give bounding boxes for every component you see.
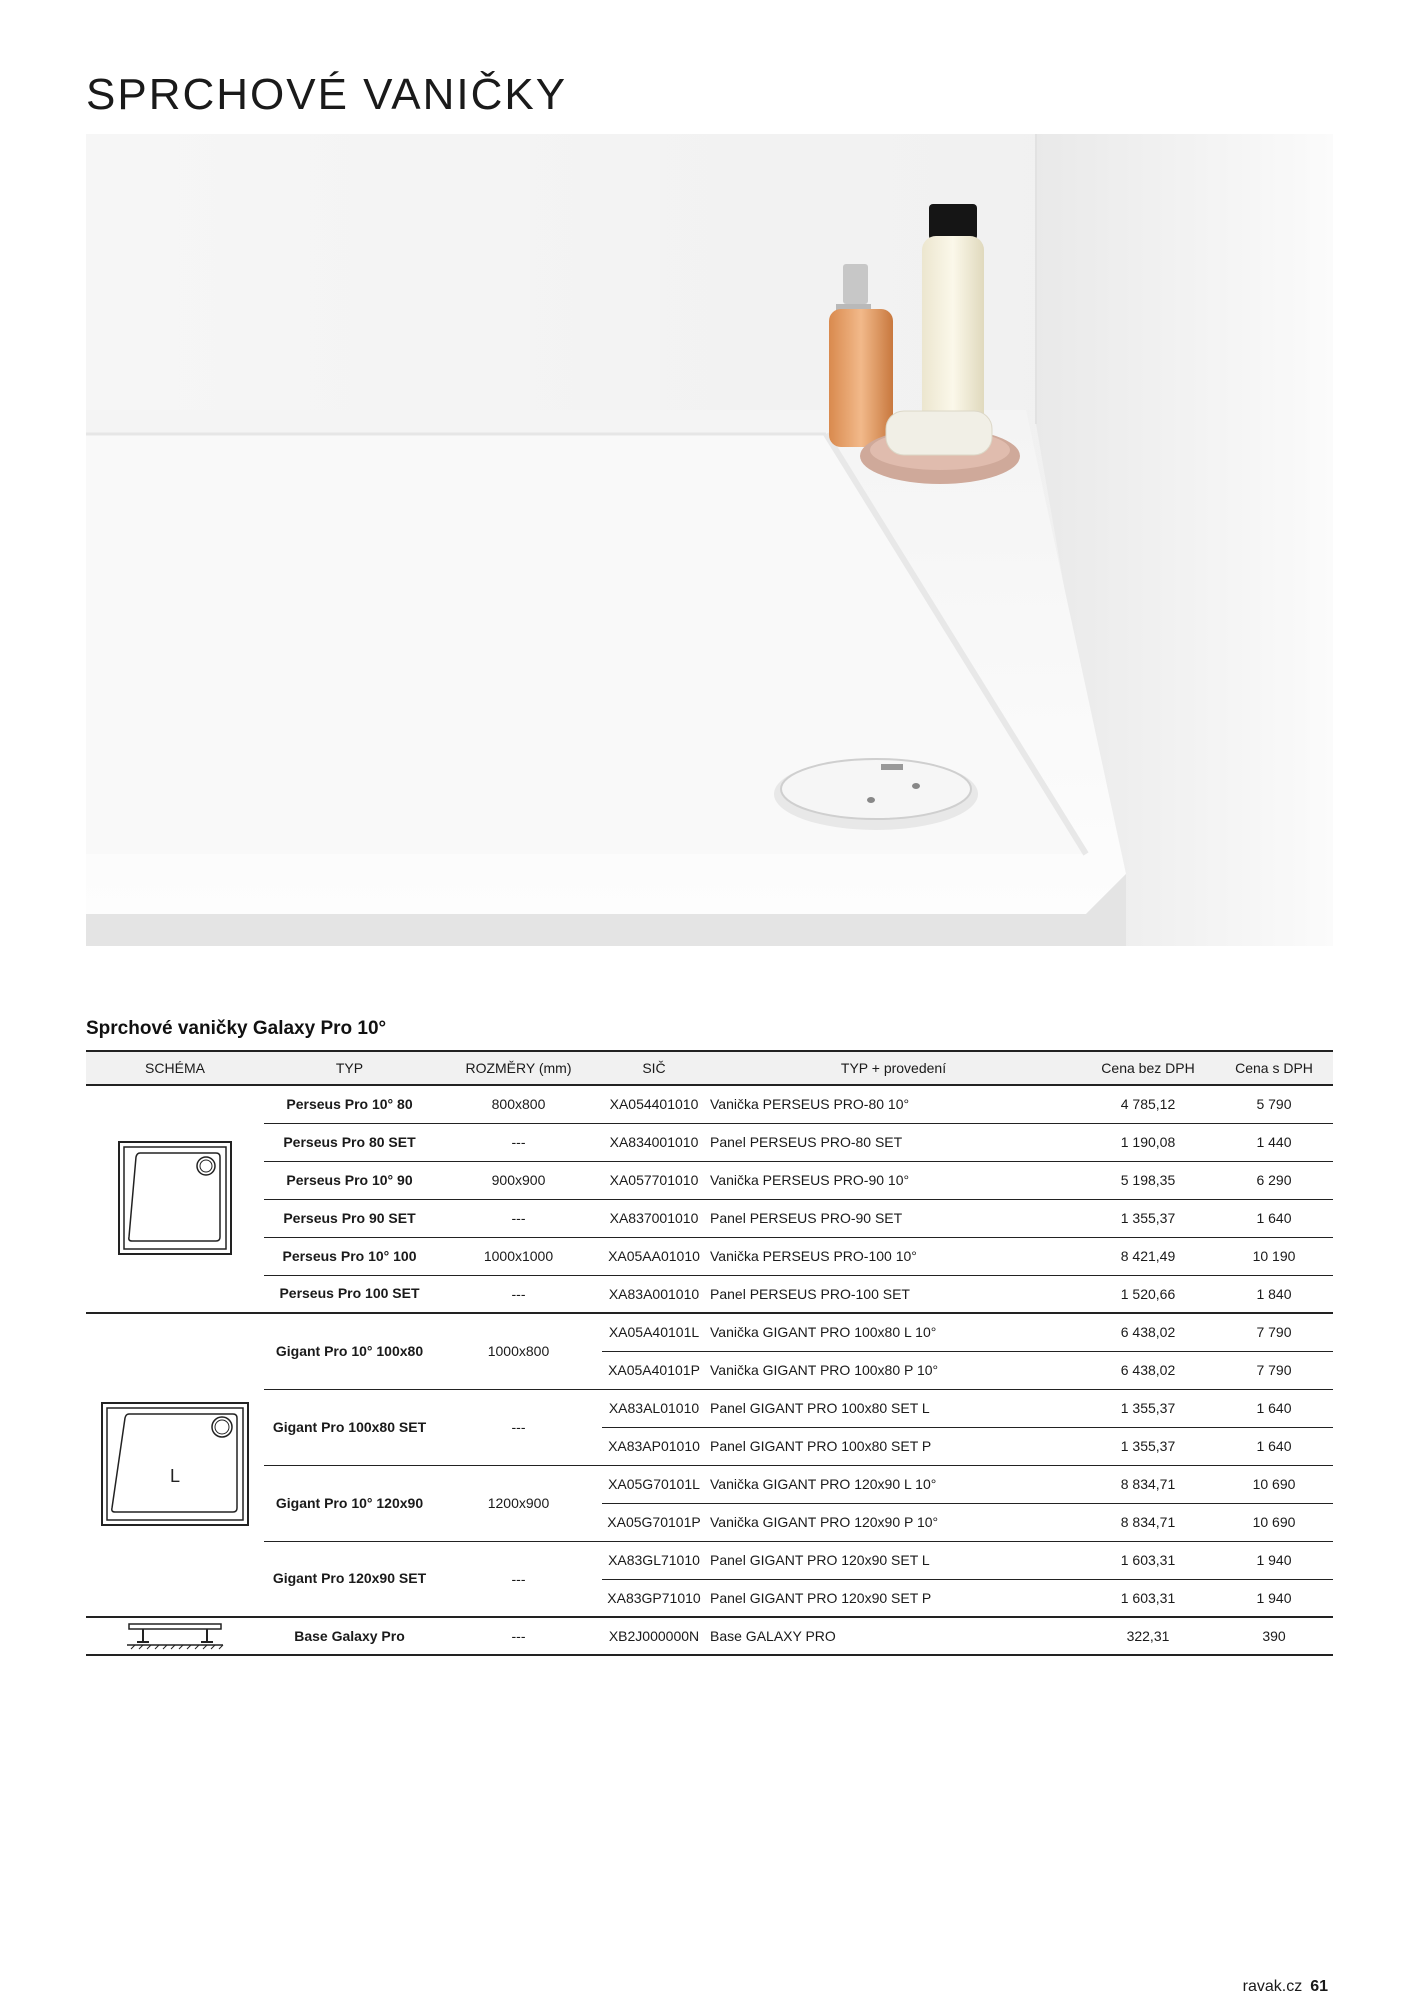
- typ-cell: Gigant Pro 100x80 SET: [264, 1389, 435, 1465]
- sic-cell: XA83AL01010: [602, 1389, 706, 1427]
- table-row: [86, 1199, 1333, 1237]
- price-bez-dph: 5 198,35: [1081, 1161, 1215, 1199]
- desc-cell: Panel PERSEUS PRO-90 SET: [706, 1199, 1081, 1237]
- schema-perseus: [86, 1085, 264, 1313]
- price-s-dph: 1 940: [1215, 1541, 1333, 1579]
- dim-cell: 900x900: [435, 1161, 602, 1199]
- desc-cell: Vanička GIGANT PRO 120x90 P 10°: [706, 1503, 1081, 1541]
- shower-tray-illustration: [86, 134, 1333, 946]
- header-typ: TYP: [264, 1051, 435, 1085]
- header-rozmery: ROZMĚRY (mm): [435, 1051, 602, 1085]
- desc-cell: Base GALAXY PRO: [706, 1617, 1081, 1655]
- table-row: [86, 1617, 1333, 1655]
- schema-base: [86, 1617, 264, 1655]
- typ-cell: Gigant Pro 10° 120x90: [264, 1465, 435, 1541]
- dim-cell: ---: [435, 1617, 602, 1655]
- desc-cell: Panel GIGANT PRO 120x90 SET L: [706, 1541, 1081, 1579]
- header-cena-bez-dph: Cena bez DPH: [1081, 1051, 1215, 1085]
- desc-cell: Vanička GIGANT PRO 120x90 L 10°: [706, 1465, 1081, 1503]
- table-row: [86, 1541, 1333, 1579]
- price-bez-dph: 1 355,37: [1081, 1389, 1215, 1427]
- price-s-dph: 390: [1215, 1617, 1333, 1655]
- price-bez-dph: 8 421,49: [1081, 1237, 1215, 1275]
- desc-cell: Panel GIGANT PRO 120x90 SET P: [706, 1579, 1081, 1617]
- price-bez-dph: 6 438,02: [1081, 1313, 1215, 1351]
- hero-photo-shower-tray: [86, 134, 1333, 946]
- sic-cell: XA05A40101L: [602, 1313, 706, 1351]
- price-s-dph: 10 690: [1215, 1503, 1333, 1541]
- price-bez-dph: 6 438,02: [1081, 1351, 1215, 1389]
- price-s-dph: 1 840: [1215, 1275, 1333, 1313]
- base-schema-icon: [123, 1620, 227, 1650]
- price-bez-dph: 1 603,31: [1081, 1579, 1215, 1617]
- table-row: [86, 1389, 1333, 1427]
- sic-cell: XB2J000000N: [602, 1617, 706, 1655]
- sic-cell: XA054401010: [602, 1085, 706, 1123]
- typ-cell: Perseus Pro 80 SET: [264, 1123, 435, 1161]
- desc-cell: Vanička GIGANT PRO 100x80 L 10°: [706, 1313, 1081, 1351]
- table-row: [86, 1465, 1333, 1503]
- table-row: [86, 1275, 1333, 1313]
- table-row: [86, 1161, 1333, 1199]
- typ-cell: Perseus Pro 10° 100: [264, 1237, 435, 1275]
- typ-cell: Gigant Pro 120x90 SET: [264, 1541, 435, 1617]
- price-bez-dph: 8 834,71: [1081, 1503, 1215, 1541]
- typ-cell: Perseus Pro 90 SET: [264, 1199, 435, 1237]
- price-s-dph: 5 790: [1215, 1085, 1333, 1123]
- page-title: SPRCHOVÉ VANIČKY: [86, 70, 568, 119]
- dim-cell: ---: [435, 1123, 602, 1161]
- dim-cell: 1000x1000: [435, 1237, 602, 1275]
- sic-cell: XA05G70101P: [602, 1503, 706, 1541]
- dim-cell: 800x800: [435, 1085, 602, 1123]
- price-s-dph: 10 190: [1215, 1237, 1333, 1275]
- header-schema: SCHÉMA: [86, 1051, 264, 1085]
- section-title: Sprchové vaničky Galaxy Pro 10°: [86, 1018, 387, 1039]
- dim-cell: ---: [435, 1541, 602, 1617]
- sic-cell: XA05A40101P: [602, 1351, 706, 1389]
- desc-cell: Vanička PERSEUS PRO-100 10°: [706, 1237, 1081, 1275]
- header-provedeni: TYP + provedení: [706, 1051, 1081, 1085]
- price-bez-dph: 1 520,66: [1081, 1275, 1215, 1313]
- desc-cell: Vanička PERSEUS PRO-80 10°: [706, 1085, 1081, 1123]
- typ-cell: Perseus Pro 10° 80: [264, 1085, 435, 1123]
- price-s-dph: 7 790: [1215, 1313, 1333, 1351]
- typ-cell: Gigant Pro 10° 100x80: [264, 1313, 435, 1389]
- price-s-dph: 10 690: [1215, 1465, 1333, 1503]
- price-s-dph: 6 290: [1215, 1161, 1333, 1199]
- header-cena-s-dph: Cena s DPH: [1215, 1051, 1333, 1085]
- price-bez-dph: 322,31: [1081, 1617, 1215, 1655]
- dim-cell: ---: [435, 1199, 602, 1237]
- desc-cell: Vanička GIGANT PRO 100x80 P 10°: [706, 1351, 1081, 1389]
- footer-site: ravak.cz: [1242, 1978, 1303, 1995]
- dim-cell: ---: [435, 1275, 602, 1313]
- dim-cell: ---: [435, 1389, 602, 1465]
- table-row: [86, 1085, 1333, 1123]
- sic-cell: XA834001010: [602, 1123, 706, 1161]
- desc-cell: Panel PERSEUS PRO-100 SET: [706, 1275, 1081, 1313]
- price-s-dph: 1 640: [1215, 1199, 1333, 1237]
- table-row: [86, 1123, 1333, 1161]
- gigant-schema-icon: [101, 1402, 249, 1526]
- sic-cell: XA83A001010: [602, 1275, 706, 1313]
- sic-cell: XA83AP01010: [602, 1427, 706, 1465]
- price-bez-dph: 8 834,71: [1081, 1465, 1215, 1503]
- sic-cell: XA057701010: [602, 1161, 706, 1199]
- price-bez-dph: 4 785,12: [1081, 1085, 1215, 1123]
- price-table: [86, 1050, 1333, 1656]
- sic-cell: XA837001010: [602, 1199, 706, 1237]
- page-number: 61: [1310, 1978, 1328, 1995]
- typ-cell: Perseus Pro 100 SET: [264, 1275, 435, 1313]
- price-s-dph: 1 440: [1215, 1123, 1333, 1161]
- table-row: [86, 1237, 1333, 1275]
- desc-cell: Panel GIGANT PRO 100x80 SET P: [706, 1427, 1081, 1465]
- price-s-dph: 1 640: [1215, 1427, 1333, 1465]
- sic-cell: XA05AA01010: [602, 1237, 706, 1275]
- price-bez-dph: 1 355,37: [1081, 1199, 1215, 1237]
- price-s-dph: 1 640: [1215, 1389, 1333, 1427]
- typ-cell: Base Galaxy Pro: [264, 1617, 435, 1655]
- gigant-schema-label: L: [169, 1465, 181, 1486]
- price-s-dph: 1 940: [1215, 1579, 1333, 1617]
- perseus-schema-icon: [118, 1141, 232, 1255]
- desc-cell: Vanička PERSEUS PRO-90 10°: [706, 1161, 1081, 1199]
- price-bez-dph: 1 190,08: [1081, 1123, 1215, 1161]
- price-s-dph: 7 790: [1215, 1351, 1333, 1389]
- sic-cell: XA05G70101L: [602, 1465, 706, 1503]
- page-footer: [1243, 1978, 1328, 1996]
- schema-gigant: [86, 1313, 264, 1617]
- sic-cell: XA83GL71010: [602, 1541, 706, 1579]
- sic-cell: XA83GP71010: [602, 1579, 706, 1617]
- typ-cell: Perseus Pro 10° 90: [264, 1161, 435, 1199]
- desc-cell: Panel PERSEUS PRO-80 SET: [706, 1123, 1081, 1161]
- table-header-row: [86, 1051, 1333, 1085]
- dim-cell: 1000x800: [435, 1313, 602, 1389]
- table-row: [86, 1313, 1333, 1351]
- price-bez-dph: 1 355,37: [1081, 1427, 1215, 1465]
- dim-cell: 1200x900: [435, 1465, 602, 1541]
- header-sic: SIČ: [602, 1051, 706, 1085]
- desc-cell: Panel GIGANT PRO 100x80 SET L: [706, 1389, 1081, 1427]
- price-bez-dph: 1 603,31: [1081, 1541, 1215, 1579]
